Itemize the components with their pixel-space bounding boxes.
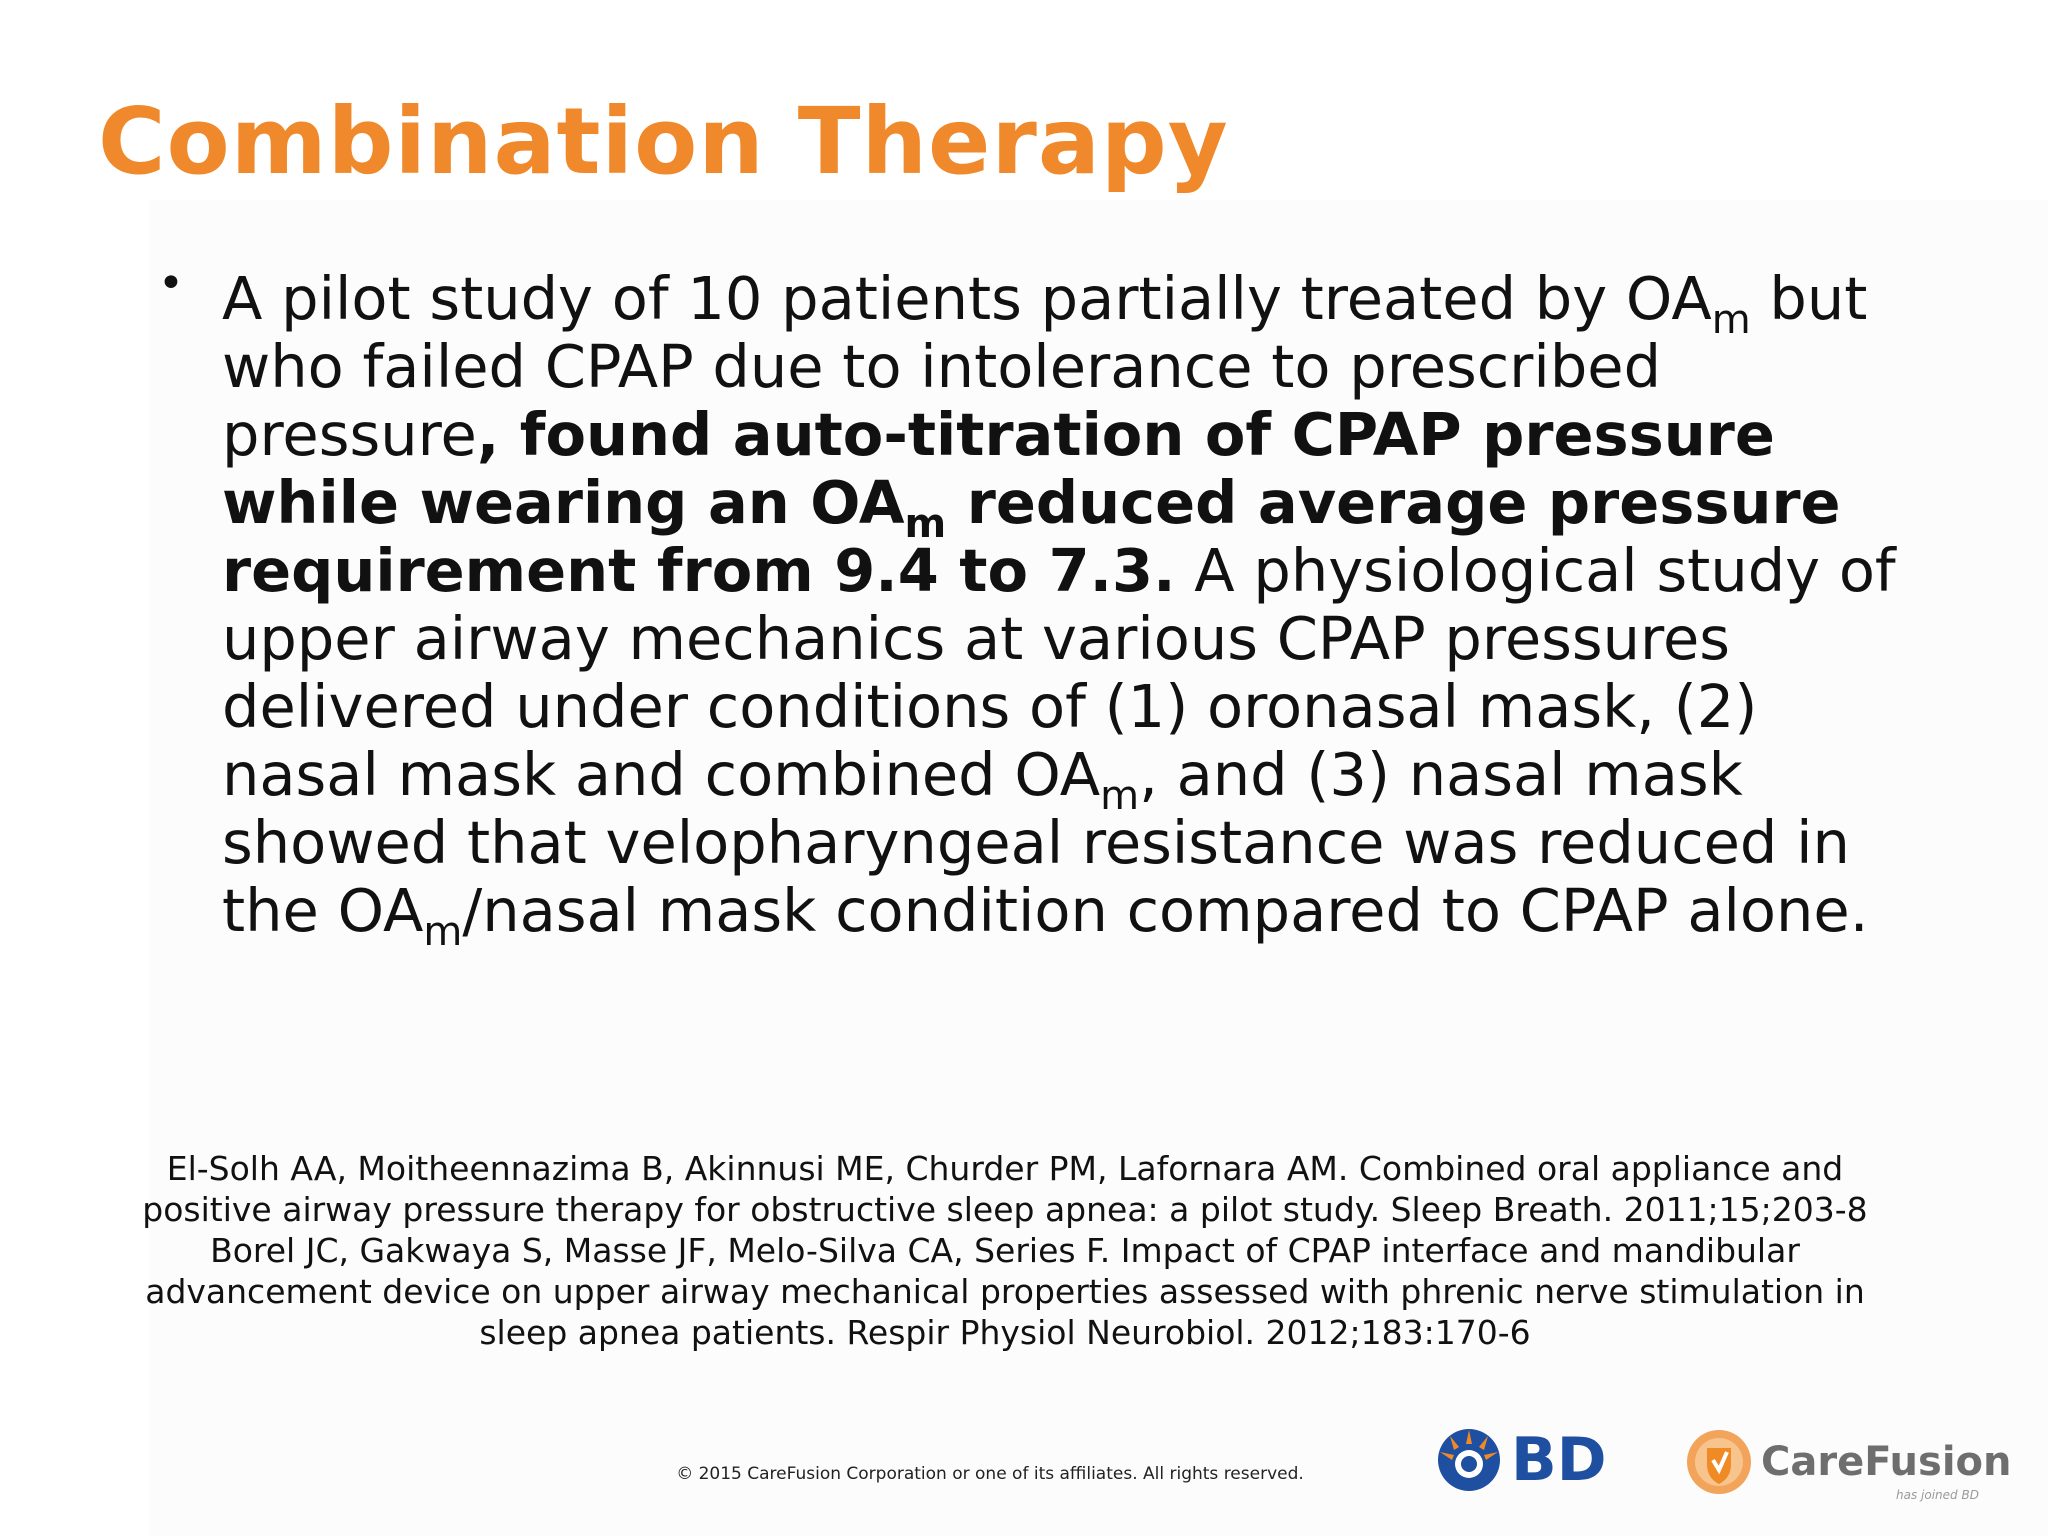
bd-logo — [1435, 1424, 1607, 1496]
bold-finding: reduced average pressure requirement from 9.4 to 7.3. — [222, 468, 1841, 605]
carefusion-shield-icon — [1683, 1426, 1755, 1498]
carefusion-tagline: has joined BD — [1896, 1488, 1979, 1502]
bullet-text-part: A physiological study of upper airway mechanics at various CPAP pressures delivered under conditions of (1) oronasal mask, (2) nasal mask and combined OA — [222, 536, 1896, 809]
subscript: m — [1100, 773, 1140, 819]
bd-sun-icon — [1435, 1426, 1503, 1494]
references — [120, 1148, 1890, 1353]
carefusion-wordmark: CareFusion — [1761, 1439, 2012, 1485]
bullet-text-part: , and (3) nasal mask showed that velopharyngeal resistance was reduced in the OA — [222, 740, 1850, 945]
bd-wordmark: BD — [1511, 1425, 1607, 1495]
reference-item: El-Solh AA, Moitheennazima B, Akinnusi ME, Churder PM, Lafornara AM. Combined oral appliance and positive airway pressure therapy for obstructive sleep apnea: a pilot study. Sleep Breath. 2011;15;203-8 — [142, 1149, 1868, 1229]
bullet-text-part: but who failed CPAP due to intolerance to prescribed pressure — [222, 264, 1868, 469]
bullet-marker: • — [158, 258, 184, 309]
subscript: m — [423, 909, 463, 955]
bullet-text-part: A pilot study of 10 patients partially treated by OA — [222, 264, 1712, 333]
slide-title: Combination Therapy — [98, 88, 1229, 195]
reference-item: Borel JC, Gakwaya S, Masse JF, Melo-Silva CA, Series F. Impact of CPAP interface and mandibular advancement device on upper airway mechanical properties assessed with phrenic nerve stimulation in sleep apnea patients. Respir Physiol Neurobiol. 2012;183:170-6 — [145, 1231, 1865, 1352]
bullet-text — [222, 264, 1902, 955]
copyright-notice: © 2015 CareFusion Corporation or one of its affiliates. All rights reserved. — [676, 1464, 1304, 1484]
subscript: m — [904, 501, 947, 547]
bullet-text-part: /nasal mask condition compared to CPAP alone. — [462, 876, 1869, 945]
subscript: m — [1711, 297, 1751, 343]
bold-finding: , found auto-titration of CPAP pressure while wearing an OA — [222, 400, 1775, 537]
